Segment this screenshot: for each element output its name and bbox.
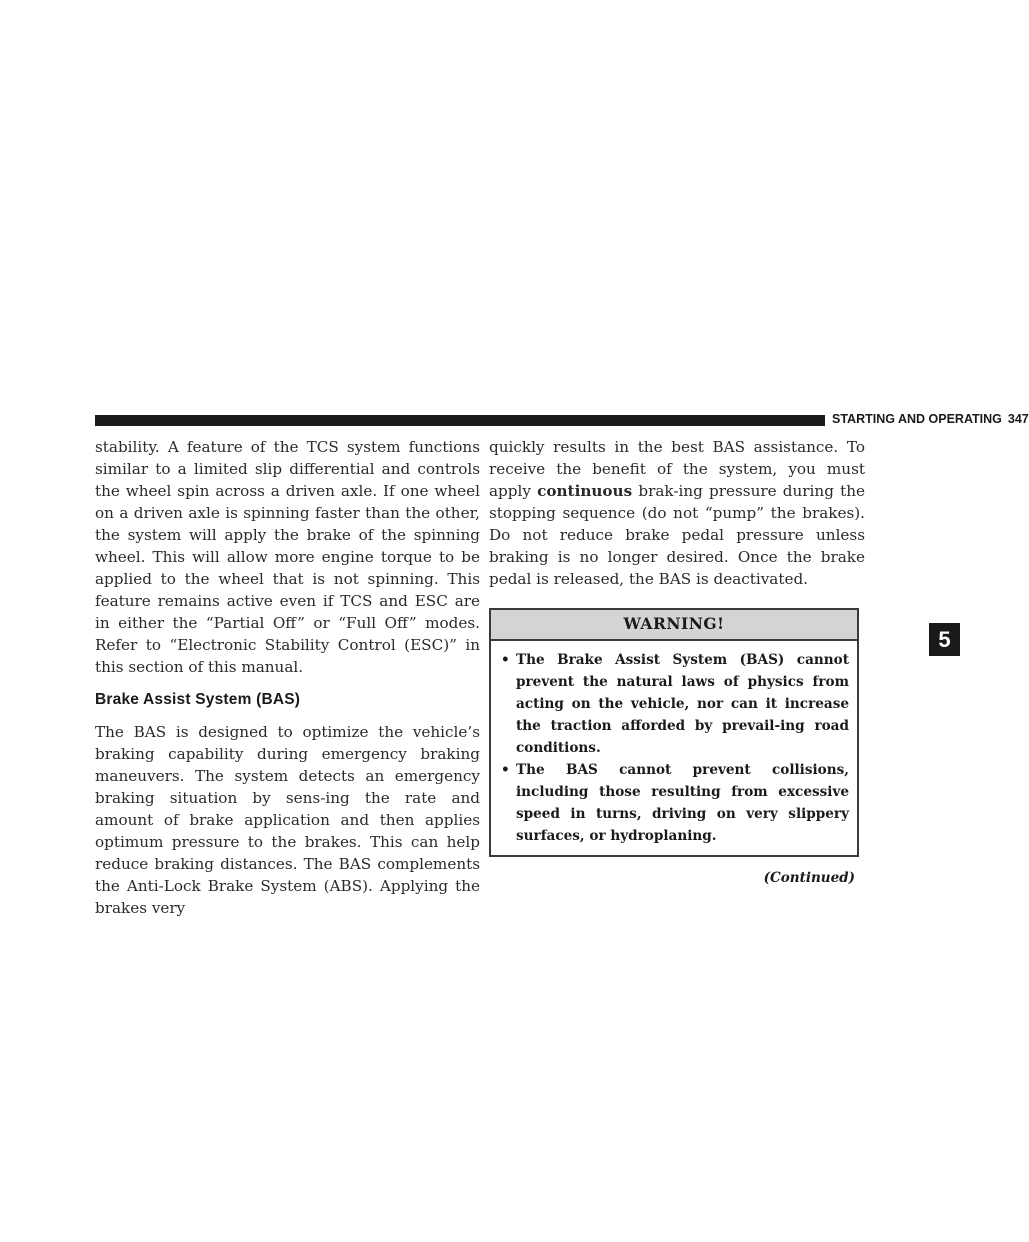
- bullet-icon: •: [501, 762, 510, 778]
- header-rule: [95, 415, 825, 426]
- continued-label: (Continued): [763, 870, 855, 886]
- list-item: [501, 649, 849, 759]
- warning-box: [489, 608, 859, 857]
- section-heading: Brake Assist System (BAS): [95, 691, 301, 708]
- right-column: [489, 436, 865, 889]
- left-column: [95, 436, 480, 919]
- list-item: [501, 759, 849, 847]
- warning-title: WARNING!: [491, 610, 857, 641]
- emphasis-text: continuous: [537, 482, 633, 500]
- text-run: quickly results in the best BAS assistance. To receive the benefit of the system, you must apply: [489, 438, 865, 500]
- warning-list: [491, 641, 857, 855]
- page-header: [832, 412, 1029, 426]
- warning-text: The BAS cannot prevent collisions, including those resulting from excessive speed in turns, driving on very slippery surfaces, or hydroplaning.: [516, 762, 849, 844]
- body-paragraph: [489, 436, 865, 590]
- body-paragraph: The BAS is designed to optimize the vehicle’s braking capability during emergency braking maneuvers. The system detects an emergency braking situation by sens-ing the rate and amount of brake application and then applies optimum pressure to the brakes. This can help reduce braking distances. The BAS complements the Anti-Lock Brake System (ABS). Applying the brakes very: [95, 723, 480, 917]
- section-title: STARTING AND OPERATING: [832, 412, 1002, 426]
- text-run: brak-ing pressure during the stopping sequence (do not “pump” the brakes). Do not reduce brake pedal pressure unless braking is no longer desired. Once the brake pedal is released, the BAS is deactivated.: [489, 482, 865, 588]
- section-tab: 5: [929, 623, 960, 656]
- body-paragraph: stability. A feature of the TCS system functions similar to a limited slip differential and controls the wheel spin across a driven axle. If one wheel on a driven axle is spinning faster than the other, the system will apply the brake of the spinning wheel. This will allow more engine torque to be applied to the wheel that is not spinning. This feature remains active even if TCS and ESC are in either the “Partial Off” or “Full Off” modes. Refer to “Electronic Stability Control (ESC)” in this section of this manual.: [95, 438, 480, 676]
- bullet-icon: •: [501, 652, 510, 668]
- page-number: 347: [1007, 412, 1029, 426]
- warning-text: The Brake Assist System (BAS) cannot prevent the natural laws of physics from acting on the vehicle, nor can it increase the traction afforded by prevail-ing road conditions.: [516, 652, 849, 756]
